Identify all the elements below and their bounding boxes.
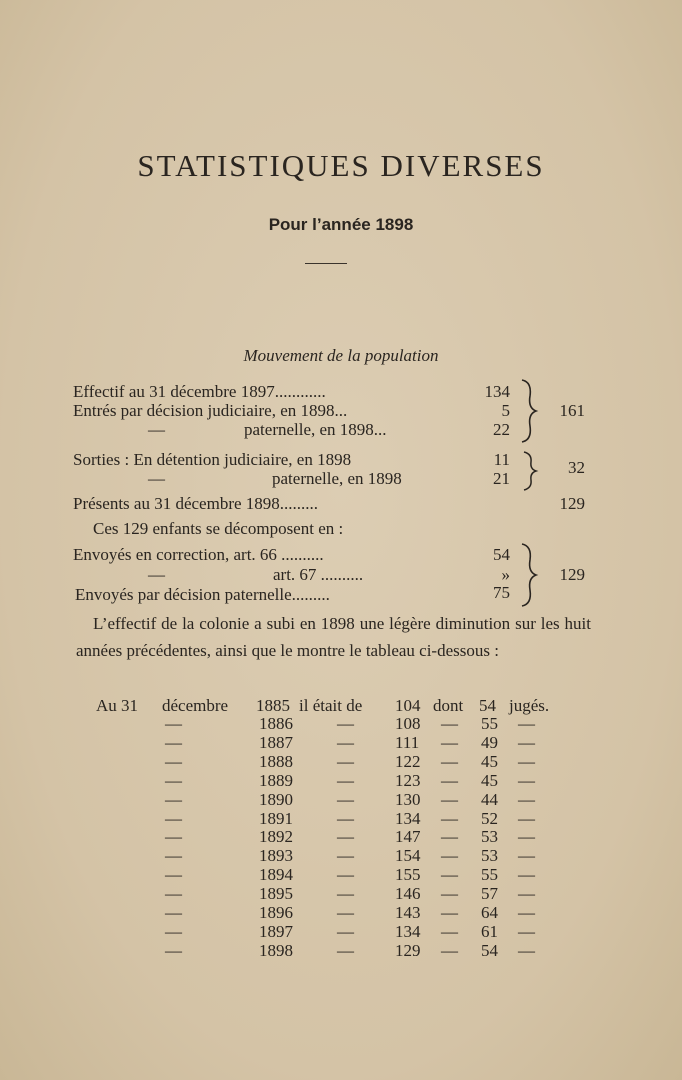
table-dash-total: — [337,865,354,884]
table-dont: dont [433,696,464,715]
table-year: 1897 [259,922,293,941]
table-dash-total: — [337,752,354,771]
table-total: 154 [395,846,421,865]
table-dash-month: — [165,884,182,903]
table-dash-total: — [337,714,354,733]
entries-brace-icon [518,378,540,444]
table-dash-total: — [337,922,354,941]
page-title: STATISTIQUES DIVERSES [137,148,545,183]
table-dash-total: — [337,809,354,828]
entries-total: 161 [559,401,585,420]
table-dash-dont: — [441,903,458,922]
table-year: 1894 [259,865,293,884]
table-dash-dont: — [441,941,458,960]
table-year: 1895 [259,884,293,903]
table-juges: 45 [481,771,498,790]
paternelle-label: paternelle, en 1898... [244,420,387,439]
paternal-value: 75 [493,583,510,602]
table-dash-dont: — [441,790,458,809]
table-total: 123 [395,771,421,790]
table-dash-juges: — [518,903,535,922]
table-juges: 57 [481,884,498,903]
sorties-pat-dash: — [148,469,165,488]
table-juges-first: 54 [479,696,496,715]
table-total-first: 104 [395,696,421,715]
table-year: 1896 [259,903,293,922]
table-juges: 55 [481,865,498,884]
table-dash-juges: — [518,827,535,846]
table-juges: 64 [481,903,498,922]
section-heading: Mouvement de la population [243,346,439,365]
table-dash-dont: — [441,714,458,733]
sorties-value: 11 [493,450,510,469]
effectif-value: 134 [484,382,510,401]
table-total: 146 [395,884,421,903]
table-total: 143 [395,903,421,922]
table-dash-dont: — [441,809,458,828]
table-dash-juges: — [518,922,535,941]
sorties-pat-label: paternelle, en 1898 [272,469,402,488]
table-juges: 54 [481,941,498,960]
paternelle-dash: — [148,420,165,439]
corr67-label: art. 67 .......... [273,565,364,584]
table-juges: 53 [481,827,498,846]
table-dash-juges: — [518,714,535,733]
decomp-label: Ces 129 enfants se décomposent en : [93,519,344,538]
table-dash-juges: — [518,790,535,809]
table-total: 134 [395,922,421,941]
table-dash-dont: — [441,771,458,790]
table-total: 147 [395,827,421,846]
table-dash-juges: — [518,752,535,771]
table-year: 1886 [259,714,293,733]
page-subtitle: Pour l’année 1898 [268,215,414,234]
table-dash-month: — [165,827,182,846]
table-juges: 49 [481,733,498,752]
table-dash-month: — [165,733,182,752]
table-juges: 55 [481,714,498,733]
sorties-brace-icon [520,450,540,492]
table-dash-dont: — [441,733,458,752]
table-total: 122 [395,752,421,771]
corr67-value: » [501,565,510,584]
table-il-etait-de: il était de [299,696,363,715]
corr66-label: Envoyés en correction, art. 66 .......... [73,545,324,564]
table-year: 1898 [259,941,293,960]
table-dash-dont: — [441,884,458,903]
table-dash-juges: — [518,941,535,960]
corr66-value: 54 [493,545,510,564]
table-year: 1889 [259,771,293,790]
table-dash-month: — [165,865,182,884]
corr67-dash: — [148,565,165,584]
presents-label: Présents au 31 décembre 1898......... [73,494,319,513]
table-dash-total: — [337,884,354,903]
table-dash-month: — [165,771,182,790]
table-year: 1893 [259,846,293,865]
table-dash-total: — [337,733,354,752]
table-juges-label: jugés. [509,696,550,715]
divider-rule [305,263,347,264]
table-dash-dont: — [441,752,458,771]
table-juges: 53 [481,846,498,865]
table-year: 1890 [259,790,293,809]
table-dash-month: — [165,941,182,960]
table-dash-juges: — [518,733,535,752]
table-dash-total: — [337,903,354,922]
table-dash-dont: — [441,846,458,865]
table-dash-month: — [165,752,182,771]
table-dash-dont: — [441,865,458,884]
table-dash-month: — [165,790,182,809]
effectif-label: Effectif au 31 décembre 1897............ [73,382,326,401]
entres-value: 5 [501,401,510,420]
table-juges: 52 [481,809,498,828]
table-dash-juges: — [518,884,535,903]
table-dash-dont: — [441,922,458,941]
sorties-label: Sorties : En détention judiciaire, en 1898 [73,450,352,469]
decomp-total: 129 [559,565,585,584]
table-dash-juges: — [518,809,535,828]
decomp-brace-icon [518,542,540,608]
table-year-first: 1885 [256,696,290,715]
paternelle-value: 22 [493,420,510,439]
table-total: 129 [395,941,421,960]
table-dash-total: — [337,790,354,809]
table-year: 1887 [259,733,293,752]
table-dash-total: — [337,941,354,960]
table-juges: 61 [481,922,498,941]
table-decembre: décembre [162,696,229,715]
table-dash-total: — [337,827,354,846]
table-dash-month: — [165,809,182,828]
entres-label: Entrés par décision judiciaire, en 1898... [73,401,348,420]
table-juges: 45 [481,752,498,771]
table-total: 111 [395,733,420,752]
table-au: Au 31 [96,696,139,715]
sorties-pat-value: 21 [493,469,510,488]
table-dash-total: — [337,846,354,865]
table-juges: 44 [481,790,498,809]
table-total: 108 [395,714,421,733]
table-dash-juges: — [518,846,535,865]
table-dash-month: — [165,903,182,922]
table-dash-juges: — [518,771,535,790]
table-dash-month: — [165,922,182,941]
table-total: 155 [395,865,421,884]
table-dash-dont: — [441,827,458,846]
table-year: 1892 [259,827,293,846]
table-dash-month: — [165,714,182,733]
table-dash-juges: — [518,865,535,884]
table-dash-month: — [165,846,182,865]
body-paragraph: L’effectif de la colonie a subi en 1898 une légère diminution sur les huit années précédentes, ainsi que le montre le tableau ci-dessous : [76,614,591,660]
table-total: 130 [395,790,421,809]
paternal-label: Envoyés par décision paternelle......... [75,585,330,604]
sorties-total: 32 [568,458,585,477]
table-year: 1888 [259,752,293,771]
presents-value: 129 [559,494,585,513]
table-year: 1891 [259,809,293,828]
table-total: 134 [395,809,421,828]
table-dash-total: — [337,771,354,790]
